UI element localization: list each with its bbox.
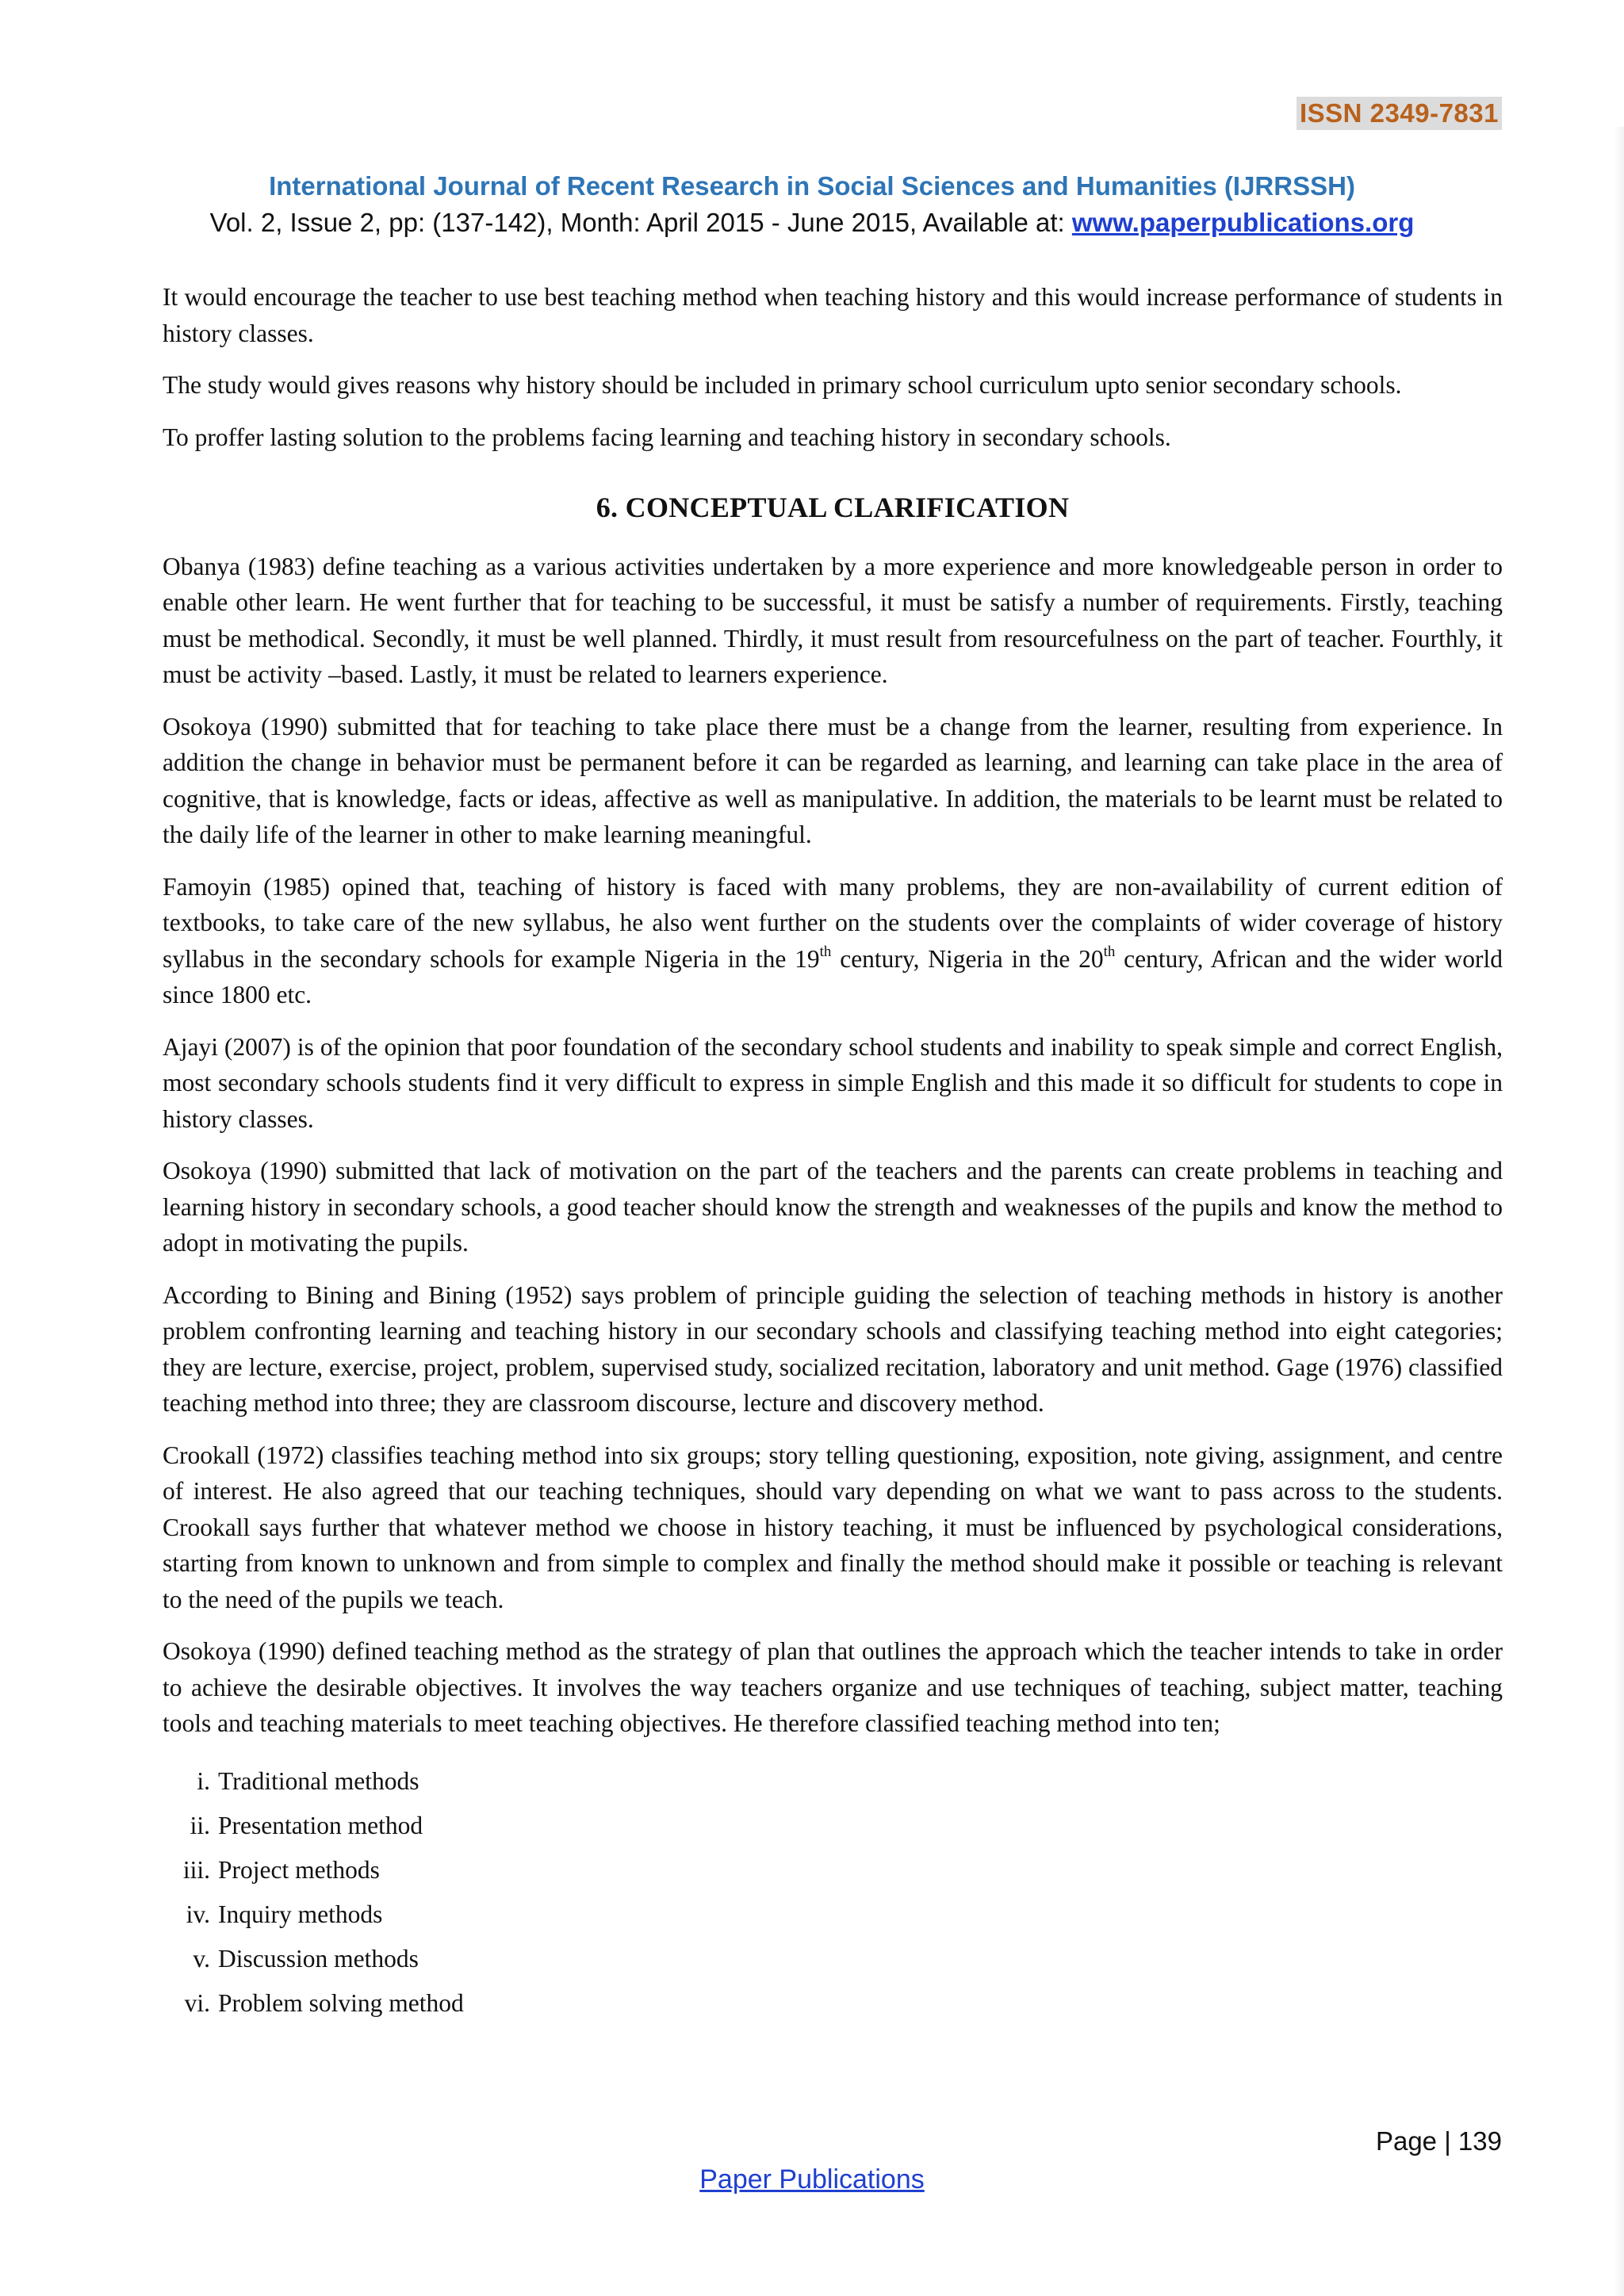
list-number: iv. bbox=[186, 1900, 210, 1928]
paragraph-text: Famoyin (1985) opined that, teaching of history is faced with many problems, they are non-availability of current edition of textbooks, to take care of the new syllabus, he also went further on the students over the complaints of wider coverage of history syllabus in the secondary schools for example Nigeria in the 19 bbox=[163, 872, 1503, 973]
issn-label: ISSN 2349-7831 bbox=[1297, 97, 1502, 130]
paragraph-text: century, African and the wider world since 1800 etc. bbox=[163, 944, 1503, 1008]
list-item bbox=[163, 1937, 1503, 1981]
paragraph: Osokoya (1990) submitted that for teaching to take place there must be a change from the learner, resulting from experience. In addition the change in behavior must be permanent before it can be regarded as learning, and learning can take place in the area of cognitive, that is knowledge, facts or ideas, affective as well as manipulative. In addition, the materials to be learnt must be related to the daily life of the learner in other to make learning meaningful. bbox=[163, 712, 1503, 848]
paragraph: The study would gives reasons why history should be included in primary school curriculum upto senior secondary schools. bbox=[163, 371, 1402, 399]
list-item-text: Problem solving method bbox=[218, 1988, 464, 2017]
list-item-text: Discussion methods bbox=[218, 1944, 419, 1973]
paragraph: Obanya (1983) define teaching as a various activities undertaken by a more experience and more knowledgeable person in order to enable other learn. He went further that for teaching to be successful, it must be satisfy a number of requirements. Firstly, teaching must be methodical. Secondly, it must be well planned. Thirdly, it must result from resourcefulness on the part of teacher. Fourthly, it must be activity –based. Lastly, it must be related to learners experience. bbox=[163, 552, 1503, 688]
page-edge-shade bbox=[1614, 127, 1624, 2296]
paragraph-text: century, Nigeria in the 20 bbox=[831, 944, 1104, 973]
publisher-footer-link[interactable]: Paper Publications bbox=[699, 2164, 925, 2195]
paragraph: Crookall (1972) classifies teaching method into six groups; story telling questioning, exposition, note giving, assignment, and centre of interest. He also agreed that our teaching techniques, should vary depending on what we want to pass across to the students. Crookall says further that whatever method we choose in history teaching, it must be influenced by psychological considerations, starting from known to unknown and from simple to complex and finally the method should make it possible or teaching is relevant to the need of the pupils we teach. bbox=[163, 1441, 1503, 1613]
list-number: v. bbox=[193, 1944, 210, 1973]
paragraph: According to Bining and Bining (1952) says problem of principle guiding the selection of teaching methods in history is another problem confronting learning and teaching history in our secondary schools and classifying teaching method into eight categories; they are lecture, exercise, project, problem, supervised study, socialized recitation, laboratory and unit method. Gage (1976) classified teaching method into three; they are classroom discourse, lecture and discovery method. bbox=[163, 1280, 1503, 1417]
list-item bbox=[163, 1892, 1503, 1937]
superscript: th bbox=[819, 943, 832, 960]
superscript: th bbox=[1103, 943, 1116, 960]
list-number: vi. bbox=[184, 1988, 210, 2017]
list-number: ii. bbox=[190, 1811, 210, 1839]
journal-meta-text: Vol. 2, Issue 2, pp: (137-142), Month: April 2015 - June 2015, Available at: bbox=[209, 208, 1072, 237]
paragraph: Osokoya (1990) defined teaching method as the strategy of plan that outlines the approach which the teacher intends to take in order to achieve the desirable objectives. It involves the way teachers organize and use techniques of teaching, subject matter, teaching tools and teaching materials to meet teaching objectives. He therefore classified teaching method into ten; bbox=[163, 1637, 1503, 1737]
list-number: i. bbox=[197, 1766, 210, 1795]
journal-website-link[interactable]: www.paperpublications.org bbox=[1071, 208, 1415, 237]
list-item-text: Presentation method bbox=[218, 1811, 423, 1839]
paragraph: It would encourage the teacher to use best teaching method when teaching history and this would increase performance of students in history classes. bbox=[163, 283, 1503, 347]
paragraph bbox=[163, 869, 1503, 1013]
paragraph: To proffer lasting solution to the problems facing learning and teaching history in secondary schools. bbox=[163, 423, 1171, 451]
list-item bbox=[163, 1804, 1503, 1848]
list-item bbox=[163, 1759, 1503, 1804]
page-number: Page | 139 bbox=[1375, 2126, 1502, 2156]
teaching-methods-list bbox=[163, 1759, 1503, 2026]
list-item-text: Project methods bbox=[218, 1855, 380, 1884]
list-item bbox=[163, 1848, 1503, 1892]
journal-meta bbox=[0, 208, 1624, 238]
list-item-text: Traditional methods bbox=[218, 1766, 419, 1795]
paragraph: Osokoya (1990) submitted that lack of motivation on the part of the teachers and the parents can create problems in teaching and learning history in secondary schools, a good teacher should know the strength and weaknesses of the pupils and know the method to adopt in motivating the pupils. bbox=[163, 1157, 1503, 1257]
article-body bbox=[163, 279, 1503, 2026]
list-item-text: Inquiry methods bbox=[218, 1900, 383, 1928]
journal-title: International Journal of Recent Research in Social Sciences and Humanities (IJRRSSH) bbox=[269, 171, 1355, 201]
section-heading: 6. CONCEPTUAL CLARIFICATION bbox=[596, 492, 1070, 523]
list-item bbox=[163, 1981, 1503, 2026]
list-number: iii. bbox=[182, 1855, 210, 1884]
paragraph: Ajayi (2007) is of the opinion that poor foundation of the secondary school students and inability to speak simple and correct English, most secondary schools students find it very difficult to express in simple English and this made it so difficult for students to cope in history classes. bbox=[163, 1032, 1503, 1133]
